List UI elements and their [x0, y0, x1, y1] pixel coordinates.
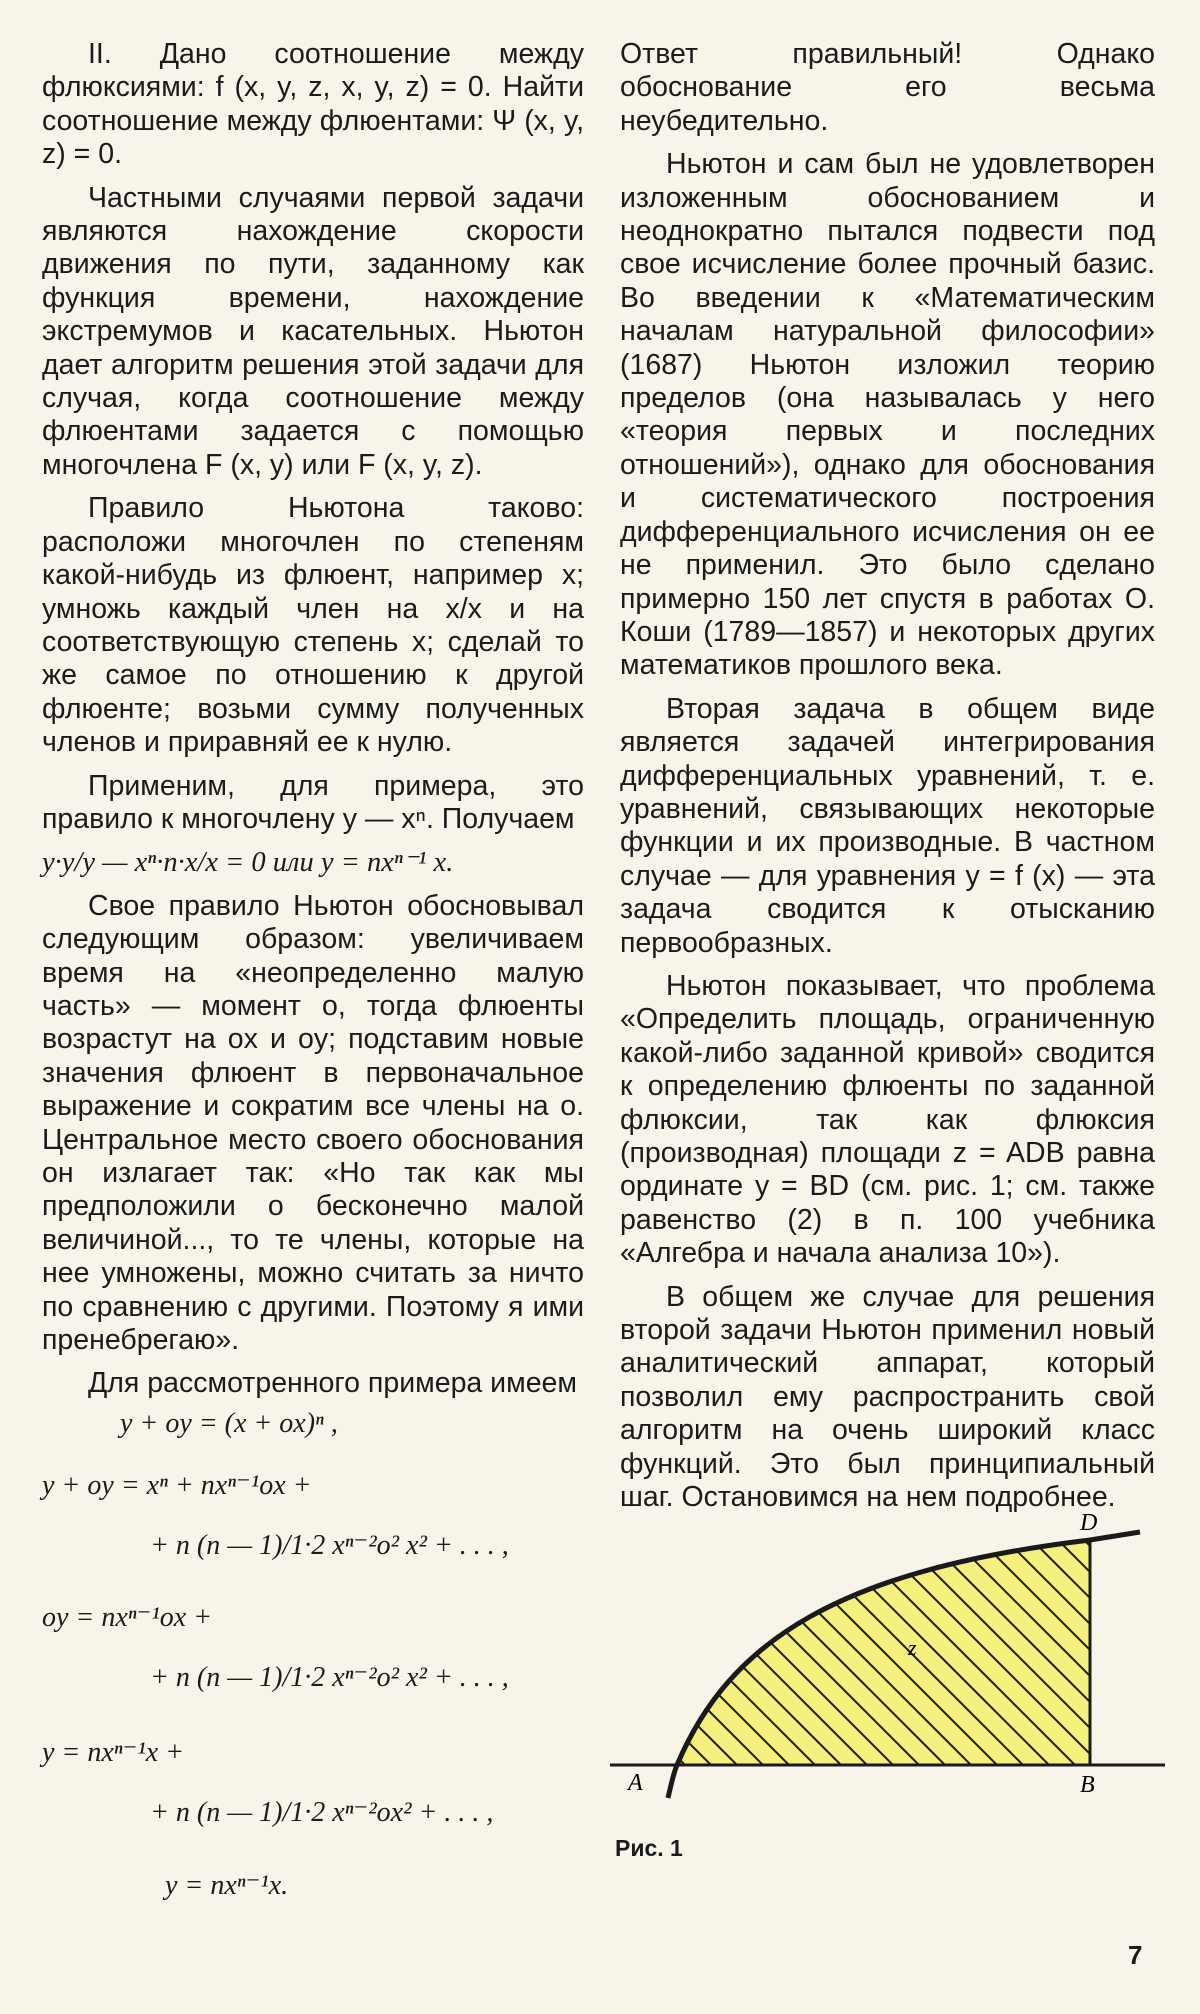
label-a: A — [628, 1770, 643, 1796]
paragraph-example-intro: Для рассмотренного примера имеем — [88, 1367, 577, 1400]
formula-line-6: y = nxⁿ⁻¹x + — [42, 1737, 185, 1768]
paragraph-limits-theory: Ньютон и сам был не удовлетворен изложенным обоснованием и неоднократно пытался подвести под свое исчисление более прочный базис. Во введении к «Математическим началам натуральной философии» (1687) Ньютон изложил теорию пределов (она называлась у него «теория первых и последних отношений»), однако для обоснования и систематического построения дифференциального исчисления он ее не применил. Это было сделано примерно 150 лет спустя в работах О. Коши (1789—1857) и некоторых других математиков прошлого века. — [620, 148, 1155, 682]
formula-line-1: y + oy = (x + ox)ⁿ , — [120, 1408, 338, 1439]
paragraph-new-apparatus: В общем же случае для решения второй задачи Ньютон применил новый аналитический аппарат, который позволил ему распространить свой алгоритм на очень широкий класс функций. Это был принципиальный шаг. Остановимся на нем подробнее. — [620, 1280, 1155, 1514]
formula-line-2: y + oy = xⁿ + nxⁿ⁻¹ox + — [42, 1470, 312, 1501]
label-b: B — [1080, 1772, 1095, 1798]
formula-line-3: + n (n — 1)/1·2 xⁿ⁻²o² x² + . . . , — [150, 1530, 509, 1561]
task-two-statement: II. Дано соотношение между флюксиями: f (x, y, z, x, y, z) = 0. Найти соотношение между флюентами: Ψ (x, y, z) = 0. — [42, 38, 584, 171]
hatch-line — [1090, 1520, 1170, 1780]
hatch-line — [1116, 1520, 1170, 1780]
hatch-line — [1168, 1520, 1170, 1780]
figure-area-under-curve — [610, 1480, 1170, 1800]
paragraph-apply-rule: Применим, для примера, это правило к многочлену y — xⁿ. Получаем — [42, 769, 584, 835]
figure-caption: Рис. 1 — [615, 1835, 683, 1861]
paragraph-newton-rule: Правило Ньютона таково: расположи многочлен по степеням какой-нибудь из флюент, например x; умножь каждый член на x/x и на соответствующую степень x; сделай то же самое по отношению к другой флюенте; возьми сумму полученных членов и приравняй ее к нулю. — [42, 492, 584, 759]
formula-line-7: + n (n — 1)/1·2 xⁿ⁻²ox² + . . . , — [150, 1797, 494, 1828]
formula-line-5: + n (n — 1)/1·2 xⁿ⁻²o² x² + . . . , — [150, 1662, 509, 1693]
hatch-line — [610, 1520, 622, 1780]
formula-line-4: oy = nxⁿ⁻¹ox + — [42, 1602, 213, 1633]
paragraph-second-task: Вторая задача в общем виде является задачей интегрирования дифференциальных уравнений, т. е. уравнений, связывающих некоторые функции и их производные. В частном случае — для уравнения y = f (x) — эта задача сводится к отысканию первообразных. — [620, 692, 1155, 959]
label-d: D — [1080, 1510, 1098, 1536]
hatch-line — [610, 1520, 674, 1780]
left-column — [42, 38, 584, 1411]
paragraph-special-cases: Частными случаями первой задачи являются нахождение скорости движения по пути, заданному как функция времени, нахождение экстремумов и касательных. Ньютон дает алгоритм решения этой задачи для случая, когда соотношение между флюентами задается с помощью многочлена F (x, y) или F (x, y, z). — [42, 181, 584, 481]
hatch-line — [1142, 1520, 1170, 1780]
right-column — [620, 38, 1155, 1524]
paragraph-area-problem: Ньютон показывает, что проблема «Определить площадь, ограниченную какой-либо заданной кривой» сводится к определению флюенты по заданной флюксии, так как флюксия (производная) площади z = ADB равна ординате y = BD (см. рис. 1; см. также равенство (2) в п. 100 учебника «Алгебра и начала анализа 10»). — [620, 969, 1155, 1270]
hatch-line — [610, 1520, 648, 1780]
paragraph-answer: Ответ правильный! Однако обоснование его весьма неубедительно. — [620, 38, 1155, 137]
formula-line-8: y = nxⁿ⁻¹x. — [165, 1870, 289, 1901]
label-z: z — [908, 1635, 917, 1660]
paragraph-justification: Свое правило Ньютон обосновывал следующим образом: увеличиваем время на «неопределенно малую часть» — момент o, тогда флюенты возрастут на ox и oy; подставим новые значения флюент в первоначальное выражение и сократим все члены на o. Центральное место своего обоснования он излагает так: «Но так как мы предположили o бесконечно малой величиной..., то те члены, которые на нее умножены, можно считать за ничто по сравнению с другими. Поэтому я ими пренебрегаю». — [42, 889, 584, 1357]
formula-derivative-result: y·y/y — xⁿ·n·x/x = 0 или y = nxⁿ⁻¹ x. — [42, 847, 454, 879]
page-number: 7 — [1128, 1940, 1143, 1970]
